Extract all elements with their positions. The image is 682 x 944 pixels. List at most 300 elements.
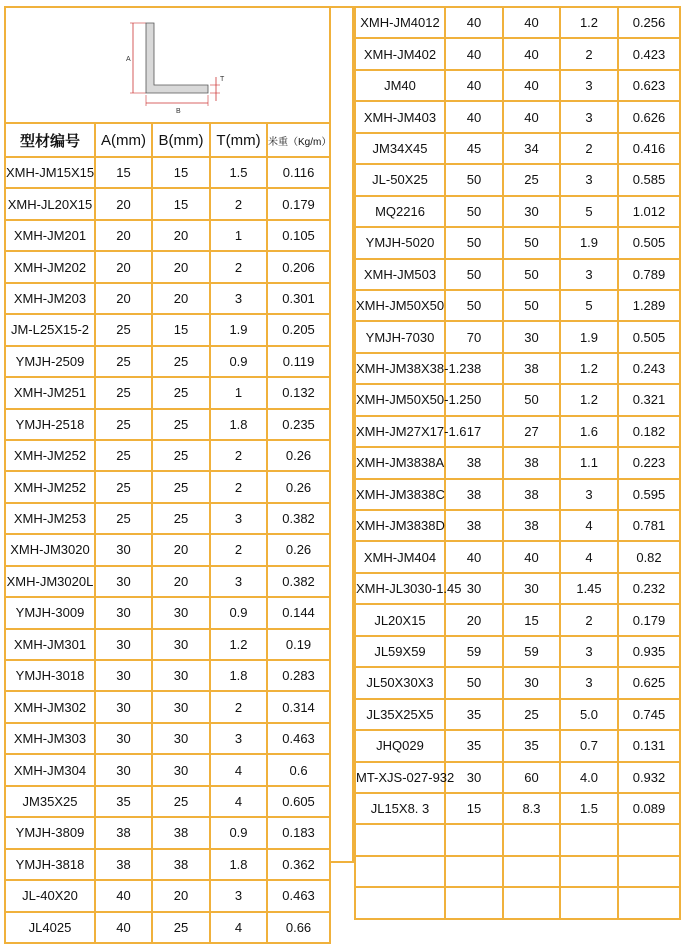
- table-row: [355, 384, 680, 415]
- table-row: [5, 849, 330, 880]
- cell-a: 38: [445, 510, 503, 541]
- table-row: [355, 290, 680, 321]
- cell-b: 25: [152, 409, 210, 440]
- cell-t: 5: [560, 290, 618, 321]
- cell-a: 25: [95, 314, 152, 345]
- cell-a: 25: [95, 409, 152, 440]
- cell-a: 20: [95, 220, 152, 251]
- cell-weight: 0.144: [267, 597, 330, 628]
- cell-t: [560, 856, 618, 887]
- cell-weight: 0.463: [267, 880, 330, 911]
- cell-model: YMJH-3009: [5, 597, 95, 628]
- cell-b: 30: [503, 196, 560, 227]
- cell-a: 15: [445, 793, 503, 824]
- table-row: [355, 447, 680, 478]
- cell-t: 1.9: [560, 321, 618, 352]
- table-row: [5, 503, 330, 534]
- cell-weight: 0.256: [618, 7, 680, 38]
- cell-model: XMH-JM252: [5, 440, 95, 471]
- table-row: [5, 817, 330, 848]
- cell-b: 8.3: [503, 793, 560, 824]
- table-divider: [329, 6, 354, 863]
- cell-weight: 0.66: [267, 912, 330, 943]
- cell-t: 1.2: [560, 353, 618, 384]
- table-row: [5, 220, 330, 251]
- cell-weight: 0.423: [618, 38, 680, 69]
- cell-weight: 0.935: [618, 636, 680, 667]
- cell-b: 20: [152, 534, 210, 565]
- cell-weight: 1.289: [618, 290, 680, 321]
- cell-t: 3: [560, 479, 618, 510]
- cell-b: 25: [152, 346, 210, 377]
- cell-b: 25: [152, 377, 210, 408]
- cell-a: 25: [95, 503, 152, 534]
- cell-weight: [618, 856, 680, 887]
- cell-model: XMH-JM50X50-1.2: [355, 384, 445, 415]
- cell-a: 50: [445, 667, 503, 698]
- cell-b: 38: [152, 817, 210, 848]
- table-row: [355, 762, 680, 793]
- cell-a: 50: [445, 196, 503, 227]
- table-row: [5, 346, 330, 377]
- table-row: [355, 196, 680, 227]
- cell-b: 30: [503, 321, 560, 352]
- cell-b: 25: [152, 503, 210, 534]
- cell-a: 35: [445, 730, 503, 761]
- dimension-b-label: B: [175, 107, 181, 115]
- cell-model: XMH-JM203: [5, 283, 95, 314]
- cell-t: 1.8: [210, 409, 267, 440]
- cell-t: [560, 887, 618, 918]
- cell-b: 40: [503, 38, 560, 69]
- cell-b: 25: [152, 440, 210, 471]
- cell-model: YMJH-5020: [355, 227, 445, 258]
- cell-b: 50: [503, 384, 560, 415]
- cell-a: 50: [445, 290, 503, 321]
- cell-weight: 0.505: [618, 321, 680, 352]
- table-row: [5, 409, 330, 440]
- cell-b: 15: [503, 604, 560, 635]
- cell-model: XMH-JM301: [5, 629, 95, 660]
- cell-model: XMH-JM403: [355, 101, 445, 132]
- table-row: [355, 133, 680, 164]
- cell-t: 1.8: [210, 849, 267, 880]
- cell-model: XMH-JM3020: [5, 534, 95, 565]
- cell-weight: 0.932: [618, 762, 680, 793]
- cell-b: 20: [152, 220, 210, 251]
- cell-model: XMH-JM253: [5, 503, 95, 534]
- cell-a: 38: [445, 447, 503, 478]
- cell-weight: 0.595: [618, 479, 680, 510]
- cell-a: 30: [445, 573, 503, 604]
- cell-a: 30: [95, 534, 152, 565]
- cell-b: 30: [503, 667, 560, 698]
- cell-b: 38: [503, 479, 560, 510]
- cell-a: 25: [95, 377, 152, 408]
- cell-a: 30: [95, 566, 152, 597]
- cell-a: 20: [95, 188, 152, 219]
- cell-a: 40: [445, 541, 503, 572]
- cell-model: XMH-JM303: [5, 723, 95, 754]
- cell-weight: 0.131: [618, 730, 680, 761]
- cell-model: XMH-JM302: [5, 691, 95, 722]
- cell-t: 4: [210, 786, 267, 817]
- cell-t: 4: [560, 510, 618, 541]
- cell-weight: 0.26: [267, 534, 330, 565]
- cell-model: JL-40X20: [5, 880, 95, 911]
- cell-t: 1.1: [560, 447, 618, 478]
- table-row: [355, 667, 680, 698]
- cell-b: 38: [503, 447, 560, 478]
- cell-b: 40: [503, 101, 560, 132]
- cell-model: JM35X25: [5, 786, 95, 817]
- table-row: [355, 636, 680, 667]
- cell-a: 40: [445, 7, 503, 38]
- cell-t: 3: [210, 566, 267, 597]
- cell-weight: 0.781: [618, 510, 680, 541]
- cell-model: XMH-JM202: [5, 251, 95, 282]
- header-t: T(mm): [210, 123, 267, 157]
- cell-t: 1.8: [210, 660, 267, 691]
- cell-t: 3: [560, 70, 618, 101]
- cell-t: 0.9: [210, 817, 267, 848]
- cell-t: 1: [210, 377, 267, 408]
- table-row: [355, 730, 680, 761]
- cell-a: 70: [445, 321, 503, 352]
- cell-t: 0.7: [560, 730, 618, 761]
- cell-weight: 0.82: [618, 541, 680, 572]
- cell-model: YMJH-7030: [355, 321, 445, 352]
- cell-t: 1.6: [560, 416, 618, 447]
- cell-b: 38: [152, 849, 210, 880]
- cell-model: XMH-JM251: [5, 377, 95, 408]
- cell-model: XMH-JM304: [5, 754, 95, 785]
- cell-weight: 0.223: [618, 447, 680, 478]
- cell-weight: 0.505: [618, 227, 680, 258]
- table-row: [5, 534, 330, 565]
- cell-weight: 0.321: [618, 384, 680, 415]
- cell-weight: 0.089: [618, 793, 680, 824]
- right-table-body: [355, 7, 680, 919]
- cell-a: [445, 824, 503, 855]
- table-row: [355, 479, 680, 510]
- cell-a: 30: [95, 597, 152, 628]
- dimension-t-label: T: [219, 75, 224, 83]
- cell-model: JL59X59: [355, 636, 445, 667]
- cell-weight: 0.463: [267, 723, 330, 754]
- cell-b: 20: [152, 283, 210, 314]
- cell-a: 38: [445, 353, 503, 384]
- cell-t: 1.2: [210, 629, 267, 660]
- cell-model: JM-L25X15-2: [5, 314, 95, 345]
- cell-model: YMJH-3818: [5, 849, 95, 880]
- cell-model: YMJH-2509: [5, 346, 95, 377]
- angle-profile-drawing: [8, 9, 328, 119]
- table-row: [355, 699, 680, 730]
- cell-model: JL20X15: [355, 604, 445, 635]
- cell-b: 25: [503, 164, 560, 195]
- table-row: [5, 723, 330, 754]
- table-row: [355, 416, 680, 447]
- cell-a: 40: [95, 912, 152, 943]
- cell-model: XMH-JM3838D: [355, 510, 445, 541]
- header-b: B(mm): [152, 123, 210, 157]
- cell-t: 3: [560, 636, 618, 667]
- cell-b: 20: [152, 880, 210, 911]
- cell-model: YMJH-3809: [5, 817, 95, 848]
- header-model: 型材编号: [5, 123, 95, 157]
- cell-b: 30: [152, 723, 210, 754]
- cell-t: 5.0: [560, 699, 618, 730]
- cell-model: JL35X25X5: [355, 699, 445, 730]
- cell-weight: 0.183: [267, 817, 330, 848]
- cell-b: 30: [503, 573, 560, 604]
- cell-a: 38: [95, 817, 152, 848]
- table-row: [355, 856, 680, 887]
- cell-t: 1.9: [210, 314, 267, 345]
- table-row: [5, 314, 330, 345]
- table-row: [5, 912, 330, 943]
- cell-a: 40: [445, 38, 503, 69]
- cell-t: 2: [210, 440, 267, 471]
- cell-weight: 0.585: [618, 164, 680, 195]
- table-row: [5, 786, 330, 817]
- cell-t: 3: [560, 164, 618, 195]
- cell-t: 3: [210, 723, 267, 754]
- table-row: [5, 251, 330, 282]
- cell-t: 1.45: [560, 573, 618, 604]
- profile-table-right: [354, 6, 681, 920]
- cell-model: XMH-JM3838C: [355, 479, 445, 510]
- cell-a: 30: [95, 723, 152, 754]
- cell-a: 45: [445, 133, 503, 164]
- cell-weight: 0.301: [267, 283, 330, 314]
- cell-a: 30: [95, 754, 152, 785]
- table-row: [5, 283, 330, 314]
- cell-b: 38: [503, 510, 560, 541]
- cell-b: 30: [152, 629, 210, 660]
- cell-t: 4: [210, 754, 267, 785]
- cell-weight: 0.179: [267, 188, 330, 219]
- cell-model: [355, 856, 445, 887]
- cell-model: XMH-JM201: [5, 220, 95, 251]
- cell-b: 59: [503, 636, 560, 667]
- cell-t: 4: [210, 912, 267, 943]
- cell-b: 50: [503, 259, 560, 290]
- cell-a: 30: [95, 660, 152, 691]
- cell-t: 2: [560, 133, 618, 164]
- cell-weight: 0.605: [267, 786, 330, 817]
- cell-t: 0.9: [210, 597, 267, 628]
- table-row: [355, 7, 680, 38]
- cell-a: 35: [95, 786, 152, 817]
- cell-b: 30: [152, 660, 210, 691]
- cell-a: 50: [445, 227, 503, 258]
- cell-weight: 0.745: [618, 699, 680, 730]
- cell-model: XMH-JM38X38-1.2: [355, 353, 445, 384]
- cell-b: 15: [152, 188, 210, 219]
- cell-model: XMH-JM3838A: [355, 447, 445, 478]
- cell-b: 25: [152, 786, 210, 817]
- cell-model: XMH-JM503: [355, 259, 445, 290]
- cell-t: 3: [560, 259, 618, 290]
- table-row: [5, 440, 330, 471]
- cell-b: [503, 856, 560, 887]
- cell-model: XMH-JM404: [355, 541, 445, 572]
- cell-t: 2: [210, 188, 267, 219]
- cell-b: 35: [503, 730, 560, 761]
- table-row: [5, 597, 330, 628]
- cell-a: 30: [445, 762, 503, 793]
- table-row: [355, 824, 680, 855]
- cell-b: 25: [503, 699, 560, 730]
- cell-weight: 0.105: [267, 220, 330, 251]
- table-row: [355, 38, 680, 69]
- table-row: [5, 377, 330, 408]
- cell-weight: 0.235: [267, 409, 330, 440]
- cell-t: 3: [210, 880, 267, 911]
- cell-a: [445, 887, 503, 918]
- cell-a: 38: [95, 849, 152, 880]
- cell-t: 1.2: [560, 7, 618, 38]
- cell-t: 2: [560, 604, 618, 635]
- cell-t: 2: [560, 38, 618, 69]
- cell-weight: 0.625: [618, 667, 680, 698]
- cell-a: 20: [95, 283, 152, 314]
- table-row: [355, 887, 680, 918]
- table-row: [355, 510, 680, 541]
- cell-t: 1.5: [560, 793, 618, 824]
- cell-model: XMH-JM15X15: [5, 157, 95, 188]
- cell-model: JL-50X25: [355, 164, 445, 195]
- cell-b: 20: [152, 566, 210, 597]
- cell-weight: 0.314: [267, 691, 330, 722]
- cell-model: JL15X8. 3: [355, 793, 445, 824]
- cell-t: 1.5: [210, 157, 267, 188]
- cell-t: 4.0: [560, 762, 618, 793]
- cell-weight: 0.19: [267, 629, 330, 660]
- cell-weight: 0.179: [618, 604, 680, 635]
- cell-model: XMH-JL3030-1.45: [355, 573, 445, 604]
- angle-profile-diagram: [5, 7, 330, 123]
- cell-weight: 0.232: [618, 573, 680, 604]
- header-weight: 米重（Kg/m）: [267, 123, 330, 157]
- cell-model: XMH-JM402: [355, 38, 445, 69]
- cell-weight: 0.132: [267, 377, 330, 408]
- cell-weight: 0.206: [267, 251, 330, 282]
- table-row: [355, 573, 680, 604]
- cell-a: 50: [445, 164, 503, 195]
- cell-model: JL4025: [5, 912, 95, 943]
- cell-weight: [618, 887, 680, 918]
- cell-b: 25: [152, 471, 210, 502]
- cell-b: 20: [152, 251, 210, 282]
- cell-model: JL50X30X3: [355, 667, 445, 698]
- cell-t: 1.9: [560, 227, 618, 258]
- cell-model: [355, 824, 445, 855]
- cell-a: 38: [445, 479, 503, 510]
- cell-weight: 0.243: [618, 353, 680, 384]
- cell-weight: 0.6: [267, 754, 330, 785]
- cell-b: 60: [503, 762, 560, 793]
- cell-weight: 0.362: [267, 849, 330, 880]
- cell-model: XMH-JM27X17-1.6: [355, 416, 445, 447]
- cell-t: 1: [210, 220, 267, 251]
- cell-model: JHQ029: [355, 730, 445, 761]
- table-row: [355, 101, 680, 132]
- cell-weight: 0.283: [267, 660, 330, 691]
- cell-b: 50: [503, 290, 560, 321]
- table-row: [355, 541, 680, 572]
- cell-weight: 0.182: [618, 416, 680, 447]
- table-row: [5, 754, 330, 785]
- cell-b: 50: [503, 227, 560, 258]
- cell-b: 34: [503, 133, 560, 164]
- cell-a: 59: [445, 636, 503, 667]
- table-row: [355, 70, 680, 101]
- cell-b: 40: [503, 541, 560, 572]
- cell-weight: 0.626: [618, 101, 680, 132]
- cell-b: 15: [152, 157, 210, 188]
- cell-t: 0.9: [210, 346, 267, 377]
- cell-weight: 0.26: [267, 440, 330, 471]
- cell-t: 2: [210, 471, 267, 502]
- cell-weight: 0.119: [267, 346, 330, 377]
- cell-weight: 0.623: [618, 70, 680, 101]
- cell-b: 30: [152, 754, 210, 785]
- table-row: [355, 321, 680, 352]
- cell-model: MT-XJS-027-932: [355, 762, 445, 793]
- cell-a: 40: [445, 70, 503, 101]
- cell-t: 4: [560, 541, 618, 572]
- table-row: [355, 793, 680, 824]
- table-row: [5, 880, 330, 911]
- cell-model: XMH-JM3020L: [5, 566, 95, 597]
- cell-b: [503, 887, 560, 918]
- cell-a: 40: [95, 880, 152, 911]
- cell-a: 25: [95, 440, 152, 471]
- table-row: [355, 259, 680, 290]
- cell-t: 2: [210, 534, 267, 565]
- cell-weight: 1.012: [618, 196, 680, 227]
- cell-weight: [618, 824, 680, 855]
- cell-a: 15: [95, 157, 152, 188]
- cell-a: 20: [95, 251, 152, 282]
- cell-weight: 0.382: [267, 566, 330, 597]
- cell-a: [445, 856, 503, 887]
- cell-t: 3: [560, 667, 618, 698]
- cell-weight: 0.416: [618, 133, 680, 164]
- cell-a: 30: [95, 629, 152, 660]
- cell-b: 38: [503, 353, 560, 384]
- cell-t: 3: [560, 101, 618, 132]
- cell-b: 27: [503, 416, 560, 447]
- cell-weight: 0.26: [267, 471, 330, 502]
- cell-t: 2: [210, 691, 267, 722]
- cell-a: 40: [445, 101, 503, 132]
- cell-a: 30: [95, 691, 152, 722]
- table-row: [5, 691, 330, 722]
- cell-b: [503, 824, 560, 855]
- left-table-body: [5, 157, 330, 943]
- angle-profile-shape: [146, 23, 208, 93]
- table-header-row: [5, 123, 330, 157]
- cell-a: 25: [95, 346, 152, 377]
- cell-weight: 0.382: [267, 503, 330, 534]
- cell-b: 30: [152, 597, 210, 628]
- cell-weight: 0.205: [267, 314, 330, 345]
- cell-t: 2: [210, 251, 267, 282]
